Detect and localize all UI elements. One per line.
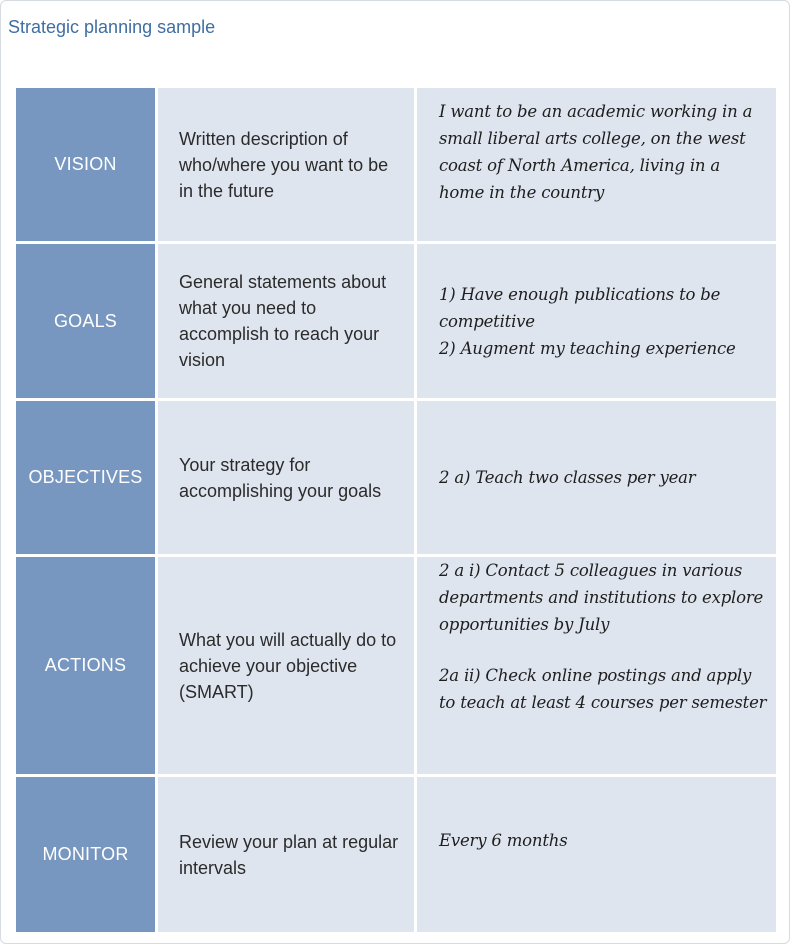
- example-text: 2 a i) Contact 5 colleagues in various departments and institutions to explore opportunities by July: [439, 561, 764, 634]
- example-text: 2 a) Teach two classes per year: [439, 468, 696, 487]
- row-description-vision: [158, 88, 414, 241]
- row-label-goals: GOALS: [16, 244, 155, 398]
- description-text: What you will actually do to achieve your objective (SMART): [179, 629, 397, 702]
- row-example-monitor: [417, 777, 776, 932]
- paragraph-gap: [439, 638, 770, 662]
- strategic-plan-table: [16, 88, 774, 932]
- row-description-actions: [158, 557, 414, 774]
- row-example-objectives: [417, 401, 776, 554]
- example-text: 2) Augment my teaching experience: [439, 338, 736, 358]
- example-text-group: [439, 281, 770, 362]
- row-example-actions: [417, 557, 776, 774]
- example-text: 2a ii) Check online postings and apply to teach at least 4 courses per semester: [439, 666, 767, 712]
- description-text: Review your plan at regular intervals: [179, 831, 399, 878]
- row-description-monitor: [158, 777, 414, 932]
- description-text: Your strategy for accomplishing your goals: [179, 454, 382, 501]
- example-text: 1) Have enough publications to be competitive: [439, 284, 721, 331]
- row-label-vision: VISION: [16, 88, 155, 241]
- row-label-monitor: MONITOR: [16, 777, 155, 932]
- row-label-actions: ACTIONS: [16, 557, 155, 774]
- row-label-objectives: OBJECTIVES: [16, 401, 155, 554]
- row-example-vision: [417, 88, 776, 241]
- example-text-group: [439, 557, 770, 716]
- row-example-goals: [417, 244, 776, 398]
- example-text: Every 6 months: [439, 831, 568, 850]
- example-text: I want to be an academic working in a small liberal arts college, on the west coast of North America, living in a home in the country: [439, 102, 753, 202]
- row-description-objectives: [158, 401, 414, 554]
- page-title: Strategic planning sample: [8, 17, 216, 37]
- description-text: Written description of who/where you want to be in the future: [179, 128, 389, 201]
- row-description-goals: [158, 244, 414, 398]
- description-text: General statements about what you need to accomplish to reach your vision: [179, 272, 387, 370]
